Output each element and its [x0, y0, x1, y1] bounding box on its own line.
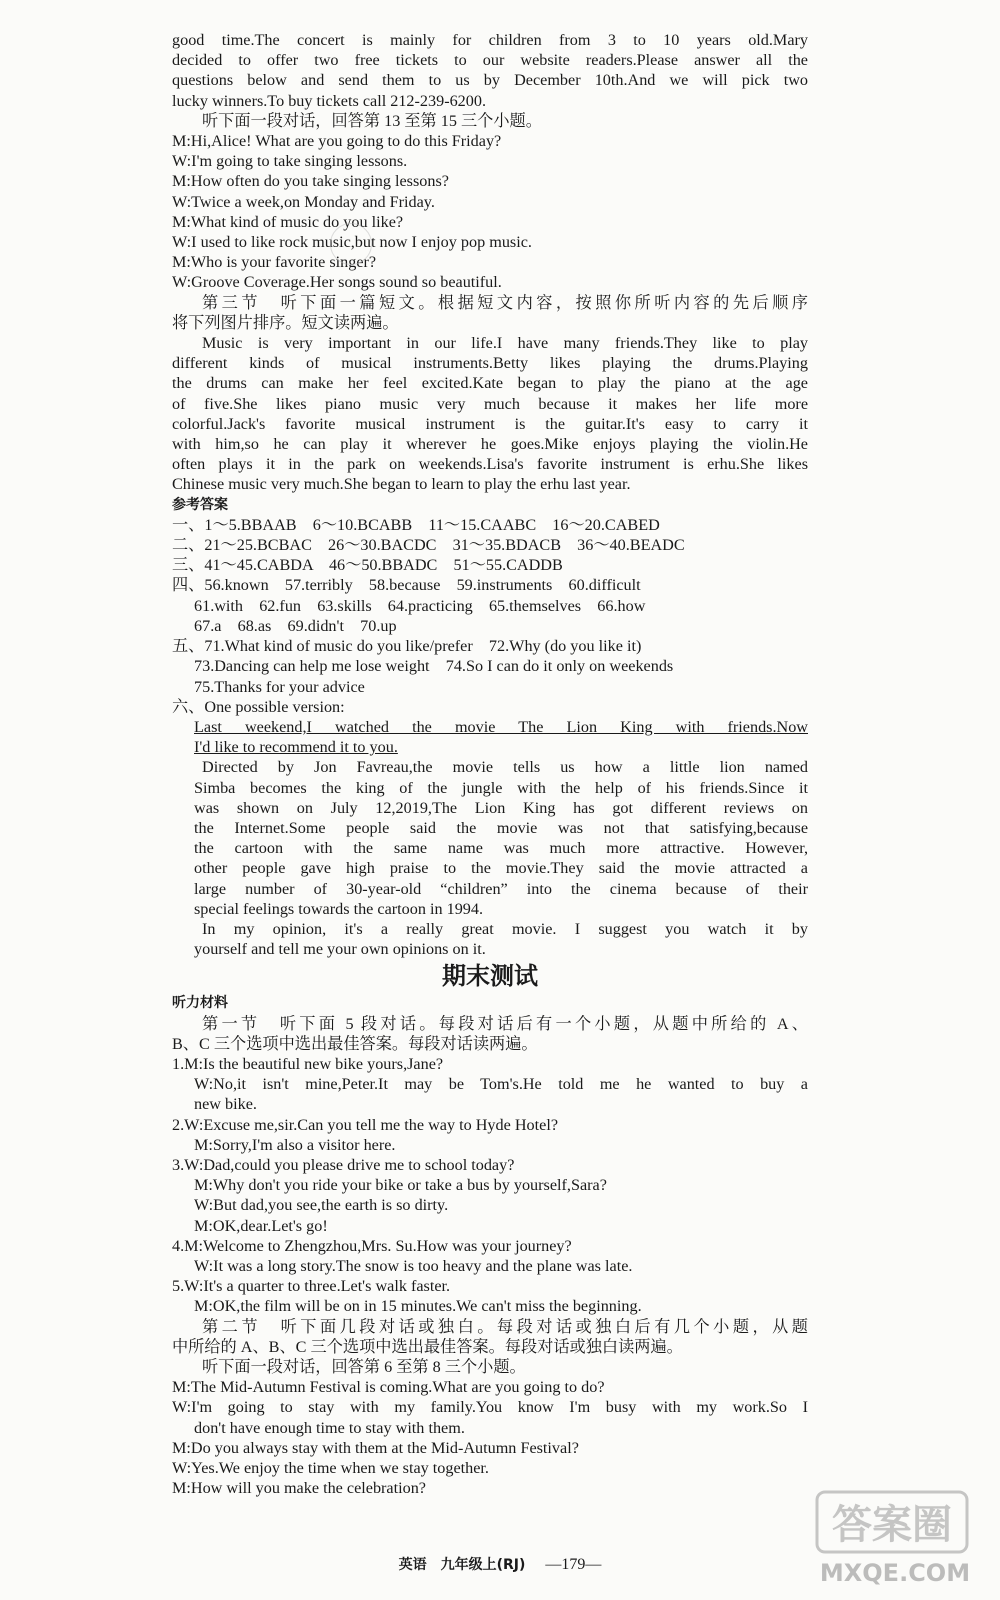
text-line: M:Do you always stay with them at the Mid-Autumn Festival?: [172, 1438, 579, 1457]
text-line: M:OK,the film will be on in 15 minutes.We can't miss the beginning.: [194, 1297, 642, 1316]
text-line: different kinds of musical instruments.Betty likes playing the drums.Playing: [172, 354, 808, 373]
text-line: M:Hi,Alice! What are you going to do this Friday?: [172, 132, 502, 151]
text-line: W:It was a long story.The snow is too heavy and the plane was late.: [194, 1256, 633, 1275]
text-line: W:Twice a week,on Monday and Friday.: [172, 192, 435, 211]
text-line: W:But dad,you see,the earth is so dirty.: [194, 1196, 449, 1215]
text-line: 第三节 听下面一篇短文。根据短文内容，按照你所听内容的先后顺序: [202, 293, 808, 312]
text-line: 第一节 听下面 5 段对话。每段对话后有一个小题，从题中所给的 A、: [202, 1014, 808, 1033]
text-line: Last weekend,I watched the movie The Lion King with friends.Now: [194, 717, 808, 736]
text-line: W:I'm going to take singing lessons.: [172, 152, 408, 171]
text-line: 六、One possible version:: [172, 697, 345, 716]
watermark-logo: [807, 1486, 982, 1592]
section-heading: 听力材料: [172, 995, 228, 1012]
section-heading: 参考答案: [172, 496, 228, 513]
text-line: 听下面一段对话，回答第 6 至第 8 三个小题。: [202, 1358, 526, 1376]
text-line: decided to offer two free tickets to our website readers.Please answer all the: [172, 51, 808, 70]
text-line: good time.The concert is mainly for children from 3 to 10 years old.Mary: [172, 31, 808, 49]
text-line: 听下面一段对话，回答第 13 至第 15 三个小题。: [202, 111, 542, 130]
text-line: W:I used to like rock music,but now I enjoy pop music.: [172, 233, 532, 252]
text-line: 3.W:Dad,could you please drive me to school today?: [172, 1155, 515, 1174]
text-line: Simba becomes the king of the jungle with the help of his friends.Since it: [194, 778, 808, 797]
text-line: questions below and send them to us by December 10th.And we will pick two: [172, 71, 808, 90]
text-line: 5.W:It's a quarter to three.Let's walk faster.: [172, 1277, 451, 1296]
text-line: with him,so he can play it wherever he goes.Mike enjoys playing the violin.He: [172, 435, 808, 454]
text-line: often plays it in the park on weekends.Lisa's favorite instrument is erhu.She likes: [172, 455, 808, 474]
text-line: Music is very important in our life.I have many friends.They like to play: [202, 334, 808, 353]
text-line: 二、21～25.BCBAC 26～30.BACDC 31～35.BDACB 36～40.BEADC: [172, 536, 685, 555]
text-line: yourself and tell me your own opinions on it.: [194, 940, 486, 959]
text-line: of five.She likes piano music very much because it makes her life more: [172, 394, 808, 413]
text-line: M:How often do you take singing lessons?: [172, 172, 449, 191]
text-line: W:Groove Coverage.Her songs sound so beautiful.: [172, 273, 502, 292]
text-line: M:The Mid-Autumn Festival is coming.What are you going to do?: [172, 1378, 605, 1397]
text-line: B、C 三个选项中选出最佳答案。每段对话读两遍。: [172, 1034, 538, 1053]
watermark-text-top: 答案圈: [832, 1502, 952, 1548]
text-line: 一、1～5.BBAAB 6～10.BCABB 11～15.CAABC 16～20.CABED: [172, 515, 660, 534]
text-line: M:OK,dear.Let's go!: [194, 1216, 328, 1235]
text-line: M:What kind of music do you like?: [172, 212, 404, 231]
text-line: 将下列图片排序。短文读两遍。: [172, 313, 399, 332]
text-line: colorful.Jack's favorite musical instrument is the guitar.It's easy to carry it: [172, 414, 808, 433]
text-line: W:Yes.We enjoy the time when we stay together.: [172, 1459, 489, 1478]
section-title: 期末测试: [442, 962, 538, 991]
page-number: —179—: [545, 1556, 602, 1573]
text-line: M:Who is your favorite singer?: [172, 253, 377, 272]
text-line: 75.Thanks for your advice: [194, 677, 365, 696]
footer-subject: 英语 九年级上(RJ): [398, 1557, 526, 1573]
text-line: lucky winners.To buy tickets call 212-239-6200.: [172, 91, 487, 110]
text-line: 73.Dancing can help me lose weight 74.So I can do it only on weekends: [194, 657, 674, 676]
watermark-text-bottom: MXQE.COM: [819, 1559, 971, 1587]
text-line: 4.M:Welcome to Zhengzhou,Mrs. Su.How was your journey?: [172, 1236, 572, 1255]
text-line: the cartoon with the same name was much more attractive. However,: [194, 839, 808, 858]
text-line: 67.a 68.as 69.didn't 70.up: [194, 616, 397, 635]
text-line: Chinese music very much.She began to learn to play the erhu last year.: [172, 475, 631, 494]
text-line: large number of 30-year-old “children” into the cinema because of their: [194, 879, 808, 898]
text-line: I'd like to recommend it to you.: [194, 738, 398, 757]
text-line: don't have enough time to stay with them.: [194, 1418, 465, 1437]
text-line: the drums can make her feel excited.Kate began to play the piano at the age: [172, 374, 808, 393]
text-line: special feelings towards the cartoon in 1994.: [194, 899, 484, 918]
text-line: 中所给的 A、B、C 三个选项中选出最佳答案。每段对话或独白读两遍。: [172, 1337, 683, 1356]
text-line: M:Why don't you ride your bike or take a bus by yourself,Sara?: [194, 1176, 607, 1195]
text-line: 第二节 听下面几段对话或独白。每段对话或独白后有几个小题，从题: [202, 1317, 808, 1336]
text-line: In my opinion, it's a really great movie. I suggest you watch it by: [202, 919, 808, 938]
text-line: the Internet.Some people said the movie was not that satisfying,because: [194, 818, 808, 837]
text-line: 三、41～45.CABDA 46～50.BBADC 51～55.CADDB: [172, 556, 563, 575]
text-line: other people gave high praise to the movie.They said the movie attracted a: [194, 859, 808, 878]
text-line: M:Sorry,I'm also a visitor here.: [194, 1135, 396, 1154]
faint-stamp: [330, 223, 372, 265]
text-line: 五、71.What kind of music do you like/prefer 72.Why (do you like it): [172, 637, 642, 656]
text-line: new bike.: [194, 1095, 257, 1114]
text-line: 1.M:Is the beautiful new bike yours,Jane?: [172, 1054, 444, 1073]
text-line: W:I'm going to stay with my family.You know I'm busy with my work.So I: [172, 1398, 808, 1417]
text-line: W:No,it isn't mine,Peter.It may be Tom's.He told me he wanted to buy a: [194, 1075, 808, 1094]
text-line: Directed by Jon Favreau,the movie tells us how a little lion named: [202, 758, 808, 777]
text-line: M:How will you make the celebration?: [172, 1479, 426, 1498]
text-line: 四、56.known 57.terribly 58.because 59.instruments 60.difficult: [172, 576, 641, 595]
text-line: was shown on July 12,2019,The Lion King has got different reviews on: [194, 798, 808, 817]
text-line: 2.W:Excuse me,sir.Can you tell me the way to Hyde Hotel?: [172, 1115, 559, 1134]
text-line: 61.with 62.fun 63.skills 64.practicing 65.themselves 66.how: [194, 596, 646, 615]
document-body: [172, 30, 808, 1498]
